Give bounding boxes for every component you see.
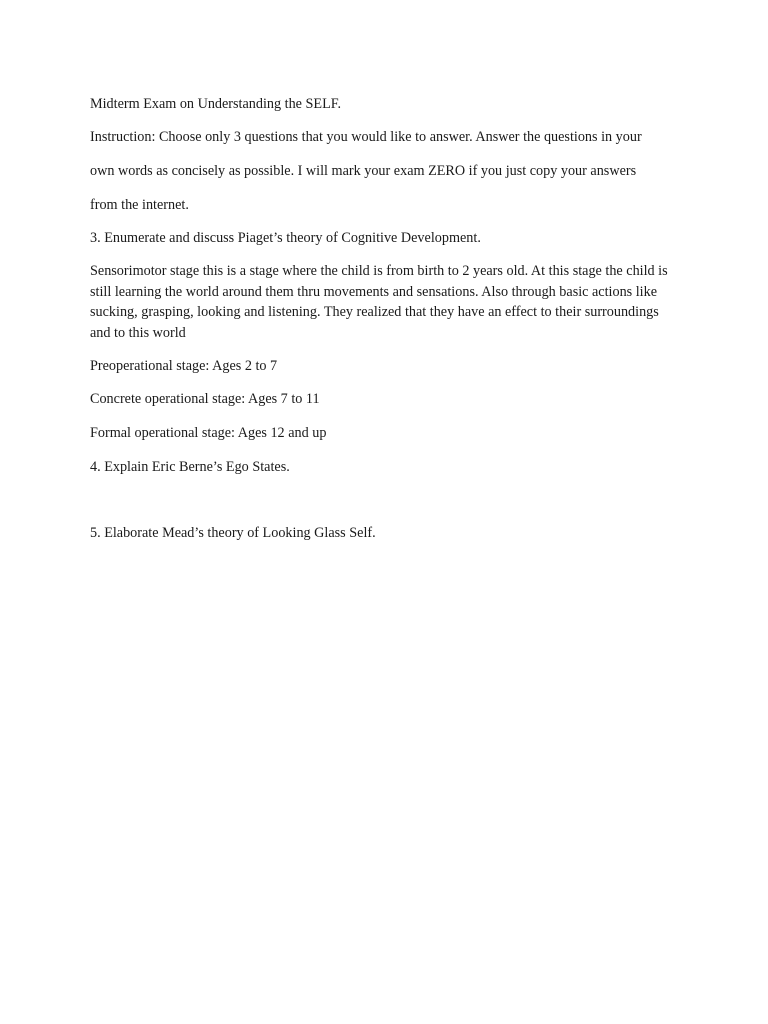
- question-3: 3. Enumerate and discuss Piaget’s theory of Cognitive Development.: [90, 230, 481, 246]
- answer-3-formal: Formal operational stage: Ages 12 and up: [90, 425, 327, 441]
- exam-title: Midterm Exam on Understanding the SELF.: [90, 96, 342, 112]
- answer-3-sensorimotor: Sensorimotor stage this is a stage where the child is from birth to 2 years old. At this stage the child is still learning the world around them thru movements and sensations. Also through basic actions like sucking, grasping, looking and listening. They realized that they have an effect to their surroundings and to this world: [90, 263, 668, 341]
- answer-3-concrete: Concrete operational stage: Ages 7 to 11: [90, 391, 320, 407]
- question-5: 5. Elaborate Mead’s theory of Looking Glass Self.: [90, 525, 376, 541]
- instruction-line-2: own words as concisely as possible. I will mark your exam ZERO if you just copy your answers: [90, 163, 637, 179]
- instruction-line-1: Instruction: Choose only 3 questions that you would like to answer. Answer the questions in your: [90, 129, 642, 145]
- question-4: 4. Explain Eric Berne’s Ego States.: [90, 459, 290, 475]
- answer-3-preoperational: Preoperational stage: Ages 2 to 7: [90, 358, 278, 374]
- instruction-line-3: from the internet.: [90, 197, 189, 213]
